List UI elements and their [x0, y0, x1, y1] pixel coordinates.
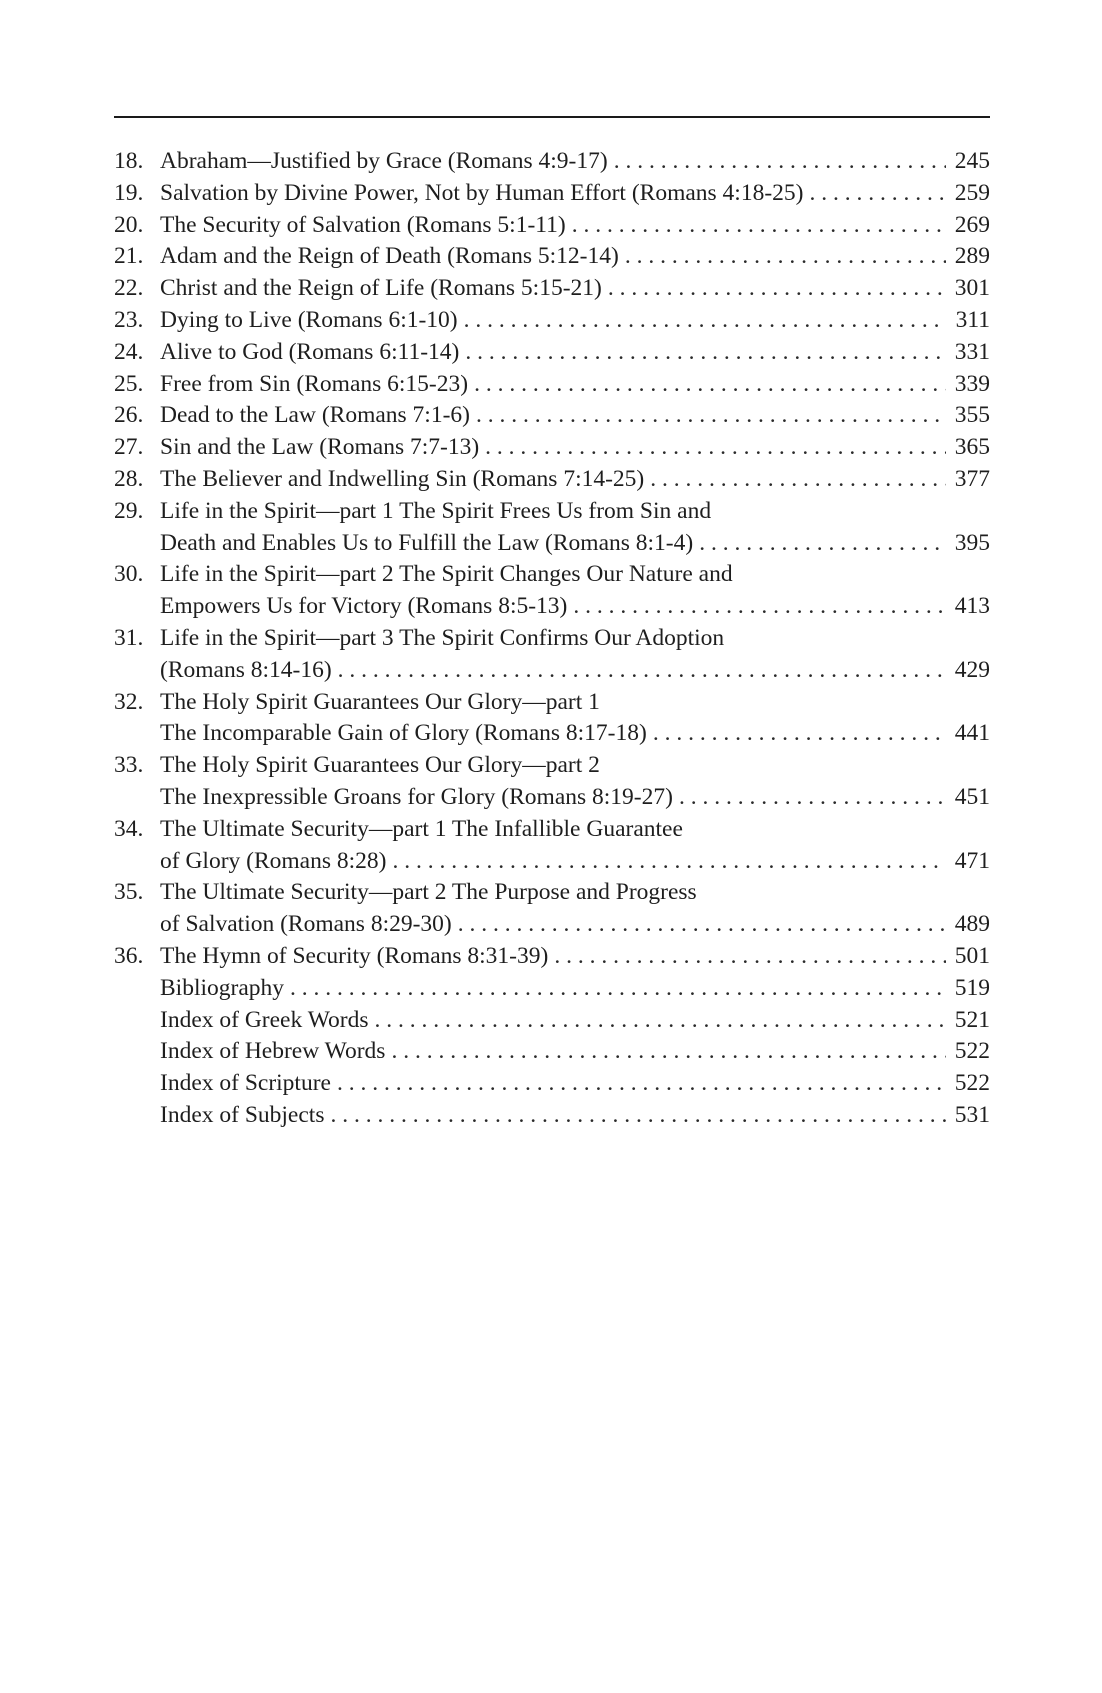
toc-line: [160, 973, 990, 1005]
toc-line: [160, 941, 990, 973]
toc-line: [160, 655, 990, 687]
toc-line: [160, 1068, 990, 1100]
toc-line: [160, 400, 990, 432]
dot-leader: [608, 273, 946, 305]
dot-leader: [393, 846, 947, 878]
dot-leader: [485, 432, 946, 464]
chapter-title-line1: Life in the Spirit—part 2 The Spirit Changes Our Nature and: [160, 561, 733, 588]
page-number: 522: [954, 1070, 990, 1097]
toc-entry-greek-index: [114, 1005, 990, 1037]
page-number: 365: [954, 434, 990, 461]
page-number: 471: [954, 847, 990, 874]
chapter-number: 18.: [114, 148, 144, 174]
toc-line: [160, 337, 990, 369]
dot-leader: [474, 369, 946, 401]
chapter-number: 30.: [114, 561, 144, 588]
dot-leader: [391, 1036, 946, 1068]
chapter-title: Death and Enables Us to Fulfill the Law (Romans 8:1-4): [160, 529, 694, 556]
chapter-title: Abraham—Justified by Grace (Romans 4:9-17): [160, 148, 608, 174]
dot-leader: [650, 464, 946, 496]
page-number: 289: [954, 243, 990, 270]
dot-leader: [679, 782, 946, 814]
chapter-number: 36.: [114, 942, 144, 969]
toc-entry: [114, 178, 990, 210]
chapter-title: The Hymn of Security (Romans 8:31-39): [160, 942, 549, 969]
toc-line: [160, 178, 990, 210]
chapter-title: Adam and the Reign of Death (Romans 5:12-14): [160, 243, 619, 270]
page-number: 339: [954, 370, 990, 397]
toc-entry: [114, 305, 990, 337]
chapter-title: Sin and the Law (Romans 7:7-13): [160, 434, 480, 461]
toc-entry-bibliography: [114, 973, 990, 1005]
toc-entry: [114, 496, 990, 560]
toc-line: [160, 432, 990, 464]
page-number: 413: [954, 593, 990, 620]
dot-leader: [554, 941, 946, 973]
page-number: 531: [954, 1101, 990, 1128]
page-number: 501: [954, 942, 990, 969]
toc-entry: [114, 337, 990, 369]
chapter-number: 25.: [114, 370, 144, 397]
toc-entry: [114, 369, 990, 401]
chapter-number: 31.: [114, 624, 144, 651]
page-number: 301: [954, 275, 990, 302]
toc-entry: [114, 146, 990, 178]
page-number: 245: [954, 148, 990, 174]
section-title: Index of Scripture: [160, 1070, 331, 1097]
toc-line: [160, 210, 990, 242]
page-number: 355: [954, 402, 990, 429]
chapter-number: 23.: [114, 306, 144, 333]
toc-line: [160, 1005, 990, 1037]
toc-entry: [114, 559, 990, 623]
dot-leader: [810, 178, 947, 210]
toc-line: [160, 241, 990, 273]
chapter-title: Dying to Live (Romans 6:1-10): [160, 306, 458, 333]
chapter-title: The Inexpressible Groans for Glory (Romans 8:19-27): [160, 783, 673, 810]
page-number: 429: [954, 656, 990, 683]
chapter-number: 34.: [114, 815, 144, 842]
toc-line: [160, 273, 990, 305]
chapter-number: 28.: [114, 465, 144, 492]
chapter-title: Christ and the Reign of Life (Romans 5:15-21): [160, 275, 602, 302]
section-title: Index of Greek Words: [160, 1006, 369, 1033]
page-number: 519: [954, 974, 990, 1001]
toc-entry: [114, 750, 990, 814]
toc-entry-scripture-index: [114, 1068, 990, 1100]
section-title: Index of Hebrew Words: [160, 1038, 386, 1065]
section-title: Index of Subjects: [160, 1101, 325, 1128]
toc-line: [160, 1100, 990, 1132]
toc-line: [160, 369, 990, 401]
chapter-title: The Incomparable Gain of Glory (Romans 8:17-18): [160, 720, 647, 747]
chapter-title: Salvation by Divine Power, Not by Human Effort (Romans 4:18-25): [160, 179, 804, 206]
chapter-title: of Glory (Romans 8:28): [160, 847, 387, 874]
toc-line: [160, 718, 990, 750]
chapter-number: 29.: [114, 497, 144, 524]
toc-line: [160, 528, 990, 560]
toc-entry: [114, 273, 990, 305]
table-of-contents: [114, 146, 990, 1132]
chapter-title-line1: Life in the Spirit—part 3 The Spirit Confirms Our Adoption: [160, 624, 725, 651]
chapter-title: The Believer and Indwelling Sin (Romans 7:14-25): [160, 465, 645, 492]
chapter-number: 21.: [114, 243, 144, 270]
toc-entry-subject-index: [114, 1100, 990, 1132]
chapter-title-line1: Life in the Spirit—part 1 The Spirit Frees Us from Sin and: [160, 497, 712, 524]
chapter-title: Empowers Us for Victory (Romans 8:5-13): [160, 593, 568, 620]
chapter-number: 27.: [114, 434, 144, 461]
dot-leader: [476, 400, 946, 432]
toc-entry: [114, 210, 990, 242]
chapter-number: 35.: [114, 879, 144, 906]
page-number: 377: [954, 465, 990, 492]
section-title: Bibliography: [160, 974, 285, 1001]
toc-entry: [114, 877, 990, 941]
dot-leader: [625, 241, 946, 273]
toc-entry: [114, 687, 990, 751]
toc-line: [160, 846, 990, 878]
dot-leader: [614, 146, 946, 178]
chapter-title-line1: The Ultimate Security—part 1 The Infallible Guarantee: [160, 815, 683, 842]
page-number: 521: [954, 1006, 990, 1033]
page-number: 311: [955, 306, 990, 333]
chapter-title-line1: The Holy Spirit Guarantees Our Glory—part 2: [160, 752, 600, 779]
toc-entry: [114, 941, 990, 973]
dot-leader: [337, 1068, 946, 1100]
toc-entry: [114, 464, 990, 496]
toc-entry: [114, 241, 990, 273]
toc-line: [160, 591, 990, 623]
dot-leader: [338, 655, 946, 687]
chapter-number: 32.: [114, 688, 144, 715]
page-number: 331: [954, 338, 990, 365]
page-number: 395: [954, 529, 990, 556]
chapter-title: Dead to the Law (Romans 7:1-6): [160, 402, 470, 429]
chapter-number: 19.: [114, 179, 144, 206]
toc-line: [160, 782, 990, 814]
chapter-title: The Security of Salvation (Romans 5:1-11): [160, 211, 566, 238]
page-number: 489: [954, 911, 990, 938]
dot-leader: [330, 1100, 946, 1132]
dot-leader: [374, 1005, 946, 1037]
dot-leader: [464, 305, 946, 337]
toc-line: [160, 305, 990, 337]
dot-leader: [699, 528, 946, 560]
dot-leader: [290, 973, 946, 1005]
chapter-number: 22.: [114, 275, 144, 302]
dot-leader: [572, 210, 946, 242]
chapter-number: 20.: [114, 211, 144, 238]
page-number: 259: [954, 179, 990, 206]
toc-line: [160, 146, 990, 178]
chapter-title: (Romans 8:14-16): [160, 656, 332, 683]
chapter-title-line1: The Ultimate Security—part 2 The Purpose and Progress: [160, 879, 697, 906]
toc-line: [160, 909, 990, 941]
chapter-title: of Salvation (Romans 8:29-30): [160, 911, 452, 938]
dot-leader: [653, 718, 946, 750]
toc-line: [160, 1036, 990, 1068]
toc-entry: [114, 432, 990, 464]
toc-entry: [114, 400, 990, 432]
chapter-title: Free from Sin (Romans 6:15-23): [160, 370, 469, 397]
chapter-title: Alive to God (Romans 6:11-14): [160, 338, 460, 365]
dot-leader: [458, 909, 946, 941]
chapter-number: 26.: [114, 402, 144, 429]
chapter-number: 24.: [114, 338, 144, 365]
page-number: 451: [954, 783, 990, 810]
page-number: 522: [954, 1038, 990, 1065]
page-number: 269: [954, 211, 990, 238]
toc-entry: [114, 814, 990, 878]
header-rule: [114, 116, 990, 118]
toc-entry-hebrew-index: [114, 1036, 990, 1068]
chapter-title-line1: The Holy Spirit Guarantees Our Glory—part 1: [160, 688, 600, 715]
page-number: 441: [954, 720, 990, 747]
dot-leader: [573, 591, 946, 623]
toc-line: [160, 464, 990, 496]
dot-leader: [465, 337, 946, 369]
chapter-number: 33.: [114, 752, 144, 779]
toc-entry: [114, 623, 990, 687]
